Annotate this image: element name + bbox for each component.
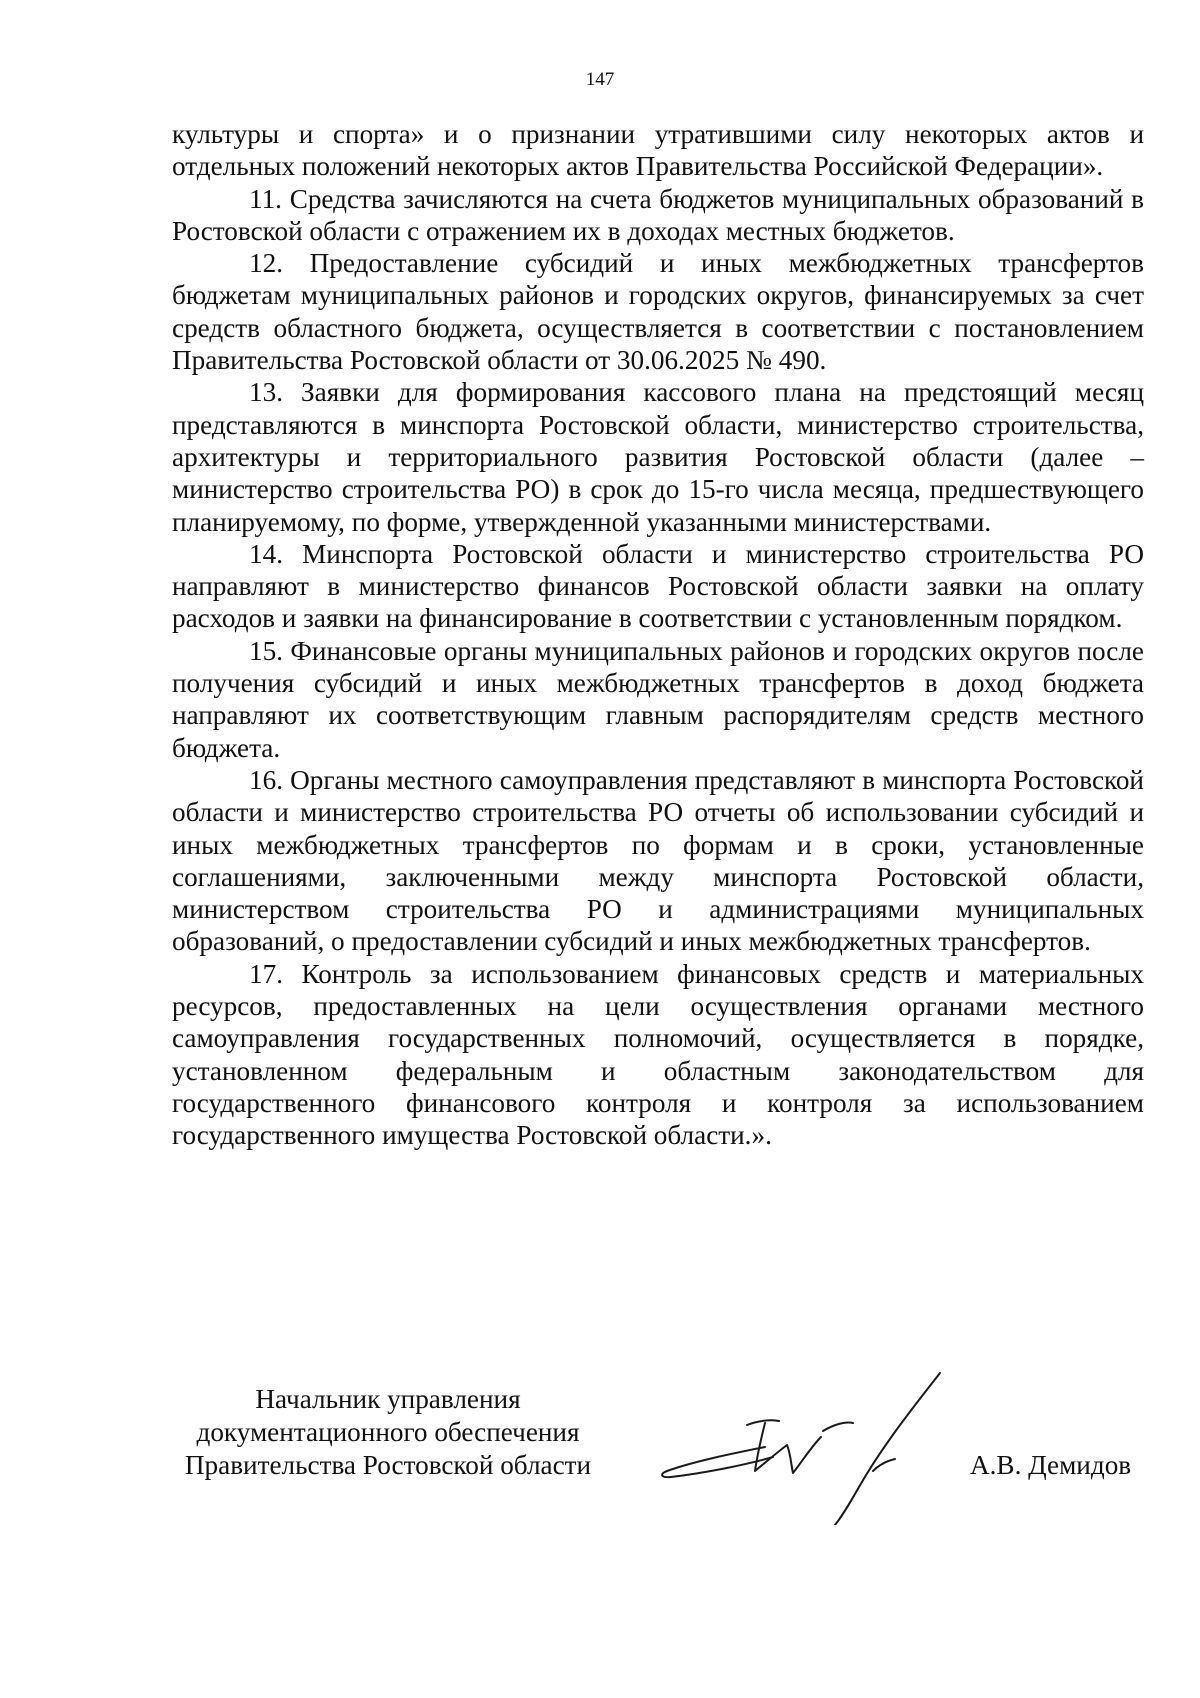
- paragraph-14: 14. Минспорта Ростовской области и министерство строительства РО направляют в министерство финансов Ростовской области заявки на оплату расходов и заявки на финансирование в соответствии с установленным порядком.: [172, 538, 1144, 634]
- paragraph-11: 11. Средства зачисляются на счета бюджетов муниципальных образований в Ростовской области с отражением их в доходах местных бюджетов.: [172, 183, 1144, 246]
- paragraph-13: 13. Заявки для формирования кассового плана на предстоящий месяц представляются в минспорта Ростовской области, министерство строительства, архитектуры и территориального развития Ростовской области (далее – министерство строительства РО) в срок до 15-го числа месяца, предшествующего планируемому, по форме, утвержденной указанными министерствами.: [172, 377, 1144, 537]
- page-number: 147: [585, 69, 615, 90]
- paragraph-17: 17. Контроль за использованием финансовых средств и материальных ресурсов, предоставленных на цели осуществления органами местного самоуправления государственных полномочий, осуществляется в порядке, установленном федеральным и областным законодательством для государственного финансового контроля и контроля за использованием государственного имущества Ростовской области.».: [172, 958, 1144, 1151]
- position-line-3: Правительства Ростовской области: [184, 1450, 592, 1480]
- position-line-1: Начальник управления: [255, 1384, 521, 1414]
- document-body: [172, 118, 1144, 1152]
- paragraph-15: 15. Финансовые органы муниципальных районов и городских округов после получения субсидий и иных межбюджетных трансфертов в доход бюджета направляют их соответствующим главным распорядителям средств местного бюджета.: [172, 635, 1144, 763]
- paragraph-16: 16. Органы местного самоуправления представляют в минспорта Ростовской области и министерство строительства РО отчеты об использовании субсидий и иных межбюджетных трансфертов по формам и в сроки, установленные соглашениями, заключенными между минспорта Ростовской области, министерством строительства РО и администрациями муниципальных образований, о предоставлении субсидий и иных межбюджетных трансфертов.: [172, 764, 1144, 957]
- handwritten-signature: [655, 1365, 945, 1525]
- paragraph-12: 12. Предоставление субсидий и иных межбюджетных трансфертов бюджетам муниципальных районов и городских округов, финансируемых за счет средств областного бюджета, осуществляется в соответствии с постановлением Правительства Ростовской области от 30.06.2025 № 490.: [172, 248, 1144, 376]
- signatory-position: [168, 1383, 608, 1482]
- paragraph-continuation: культуры и спорта» и о признании утратившими силу некоторых актов и отдельных положений некоторых актов Правительства Российской Федерации».: [172, 119, 1144, 182]
- position-line-2: документационного обеспечения: [196, 1417, 580, 1447]
- signer-name: А.В. Демидов: [970, 1450, 1132, 1480]
